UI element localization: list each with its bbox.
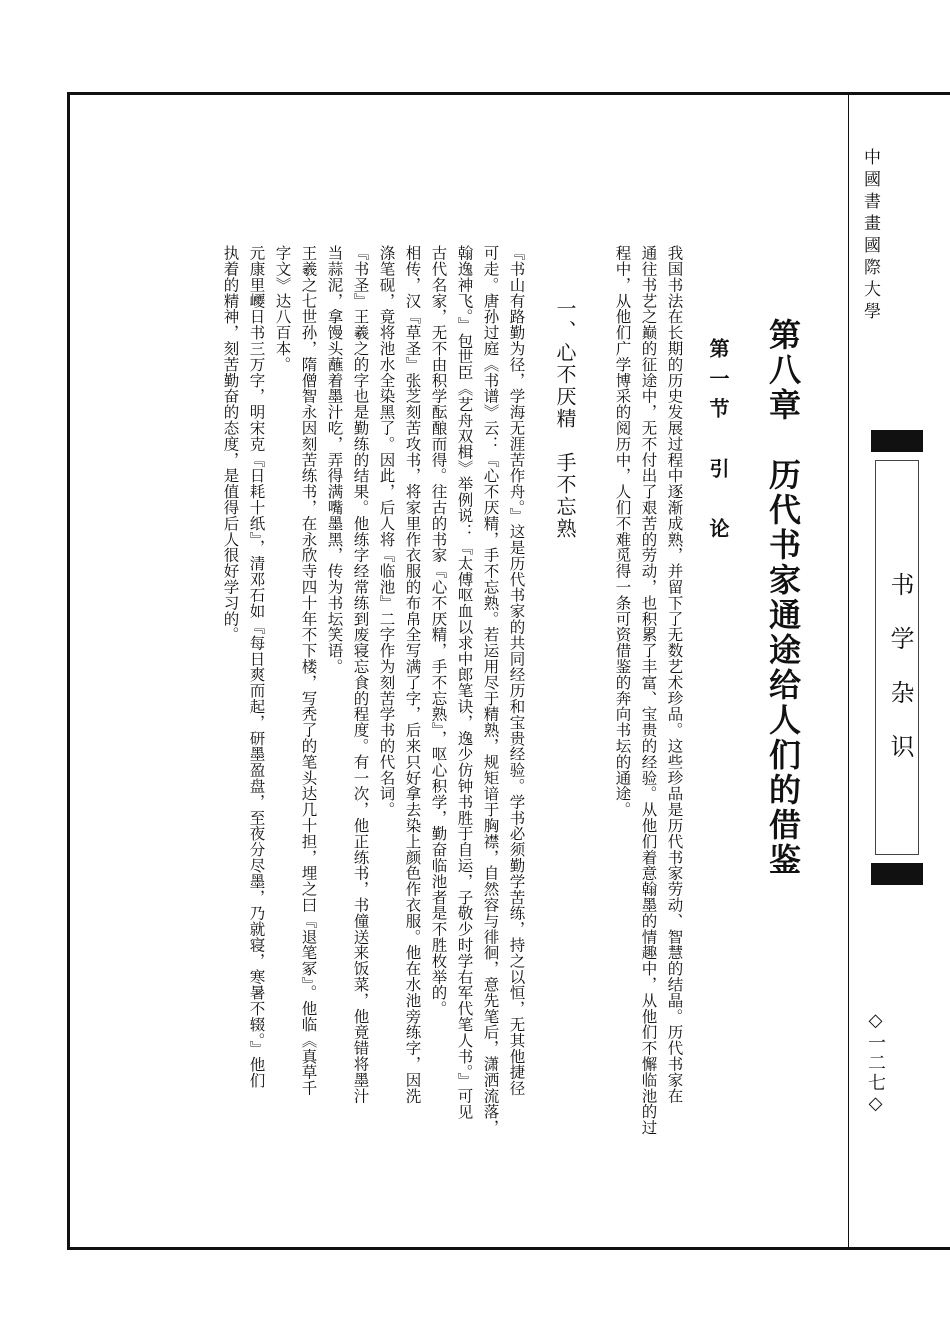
body-line: 『书山有路勤为径，学海无涯苦作舟。』这是历代书家的共同经历和宝贵经验。学书必须勤学苦练，持之以恒，无其他捷径 — [507, 245, 526, 1096]
body-line: 执着的精神，刻苦勤奋的态度，是值得后人很好学习的。 — [221, 245, 240, 643]
section-title: 第一节 引 论 — [706, 338, 730, 548]
body-line: 『书圣』王羲之的字也是勤练的结果。他练字经常练到废寝忘食的程度。有一次，他正练书，书僮送来饭菜，他竟错将墨汁 — [351, 245, 370, 1104]
body-line: 涤笔砚，竟将池水全染黑了。因此，后人将『临池』二字作为刻苦学书的代名词。 — [377, 245, 396, 818]
intro-line: 我国书法在长期的历史发展过程中逐渐成熟，并留下了无数艺术珍品。这些珍品是历代书家劳动、智慧的结晶。历代书家在 — [665, 245, 684, 1104]
margin-divider — [848, 92, 849, 1250]
intro-line: 通往书艺之巅的征途中，无不付出了艰苦的劳动，也积累了丰富、宝贵的经验。从他们着意翰墨的情趣中，从他们不懈临池的过 — [639, 245, 658, 1136]
chapter-title: 第八章 历代书家通途给人们的借鉴 — [764, 318, 802, 878]
body-line: 翰逸神飞。』包世臣《艺舟双楫》举例说：『太傅呕血以求中郎笔诀，逸少仿钟书胜于自运，子敬少时学右军代笔人书。』可见 — [455, 245, 474, 1120]
body-line: 字文》达八百本。 — [273, 245, 292, 373]
intro-line: 程中，从他们广学博采的阅历中，人们不难觅得一条可资借鉴的奔向书坛的通途。 — [613, 245, 632, 818]
banner-title: 书学杂识 — [886, 572, 914, 788]
banner-cap-top — [871, 430, 923, 452]
page-number: ◇一二七◇ — [865, 1010, 886, 1116]
school-header: 中國書畫國際大學 — [860, 148, 880, 324]
body-line: 古代名家，无不由积学酝酿而得。往古的书家『心不厌精，手不忘熟』，呕心积学，勤奋临池者是不胜枚举的。 — [429, 245, 448, 1017]
body-line: 当蒜泥，拿馒头蘸着墨汁吃，弄得满嘴墨黑，传为书坛笑语。 — [325, 245, 344, 675]
body-line: 元康里巎日书三万字，明宋克『日耗十纸』，清邓石如『每日爽而起，研墨盈盘，至夜分尽墨，乃就寝，寒暑不辍。』他们 — [247, 245, 266, 1089]
subsection-title: 一、心不厌精 手不忘熟 — [553, 298, 577, 540]
banner-cap-bottom — [871, 863, 923, 885]
body-line: 可走。唐孙过庭《书谱》云：『心不厌精，手不忘熟。若运用尽于精熟，规矩谙于胸襟，自然容与徘徊，意先笔后，潇洒流落， — [481, 245, 500, 1136]
body-line: 王羲之七世孙，隋僧智永因刻苦练书，在永欣寺四十年不下楼，写秃了的笔头达几十担，埋之曰『退笔冢』。他临《真草千 — [299, 245, 318, 1096]
body-line: 相传，汉『草圣』张芝刻苦攻书，将家里作衣服的布帛全写满了字，后来只好拿去染上颜色作衣服。他在水池旁练字，因洗 — [403, 245, 422, 1104]
